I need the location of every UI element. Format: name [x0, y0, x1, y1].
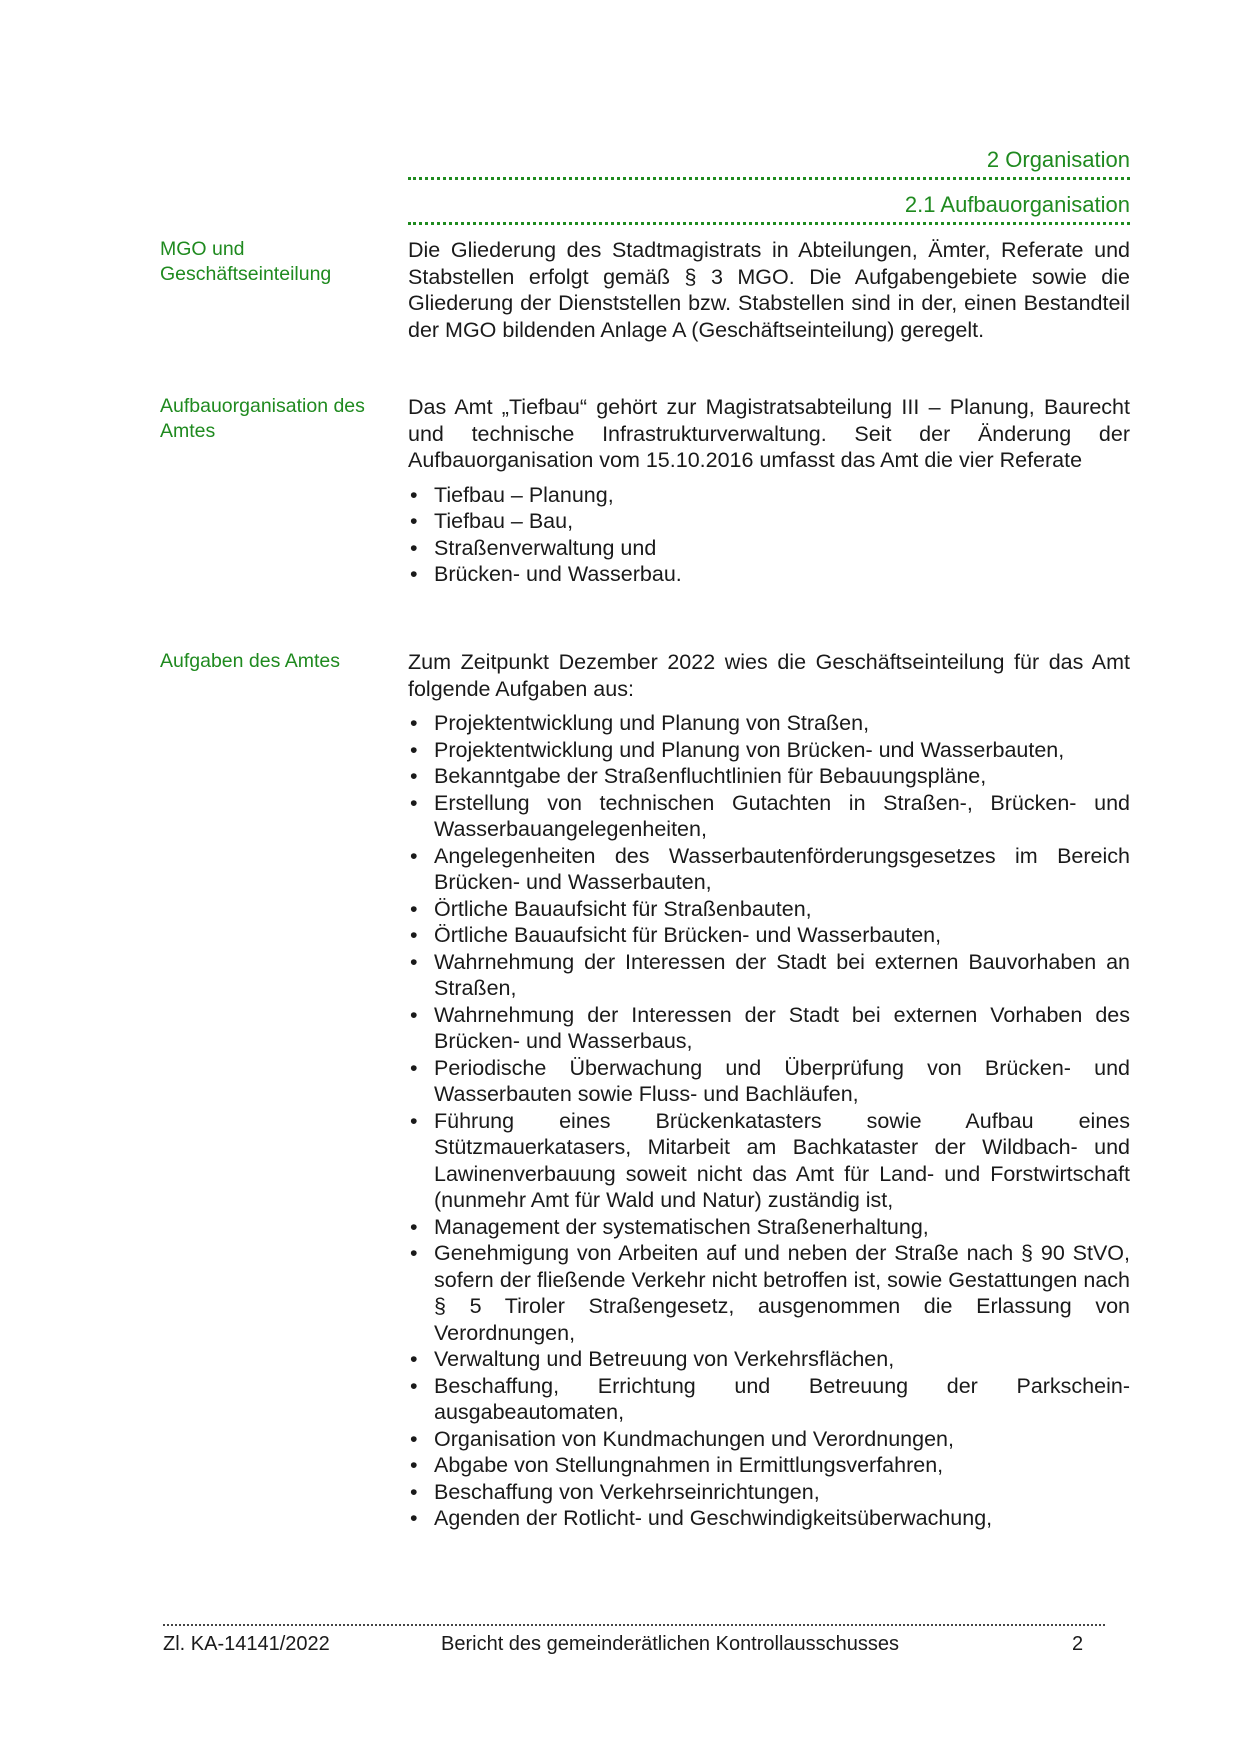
sidebar-label-mgo — [160, 237, 392, 287]
list-item-text: Wahrnehmung der Interessen der Stadt bei externen Vorhaben des Brücken- und Wasserbaus, — [434, 1002, 1130, 1053]
section-heading: 2.1 Aufbauorganisation — [904, 192, 1130, 217]
aufgaben-list — [408, 710, 1130, 1532]
bullet-icon: • — [410, 923, 418, 947]
list-item — [408, 535, 1130, 562]
list-item — [408, 1108, 1130, 1214]
footer-page-number: 2 — [1072, 1633, 1084, 1655]
footer-title: Bericht des gemeinderätlichen Kontrollausschusses — [441, 1633, 900, 1655]
list-item — [408, 1505, 1130, 1532]
list-item — [408, 790, 1130, 843]
list-item-text: Tiefbau – Bau, — [434, 509, 574, 533]
paragraph: Zum Zeitpunkt Dezember 2022 wies die Geschäftseinteilung für das Amt folgende Aufgaben aus: — [408, 650, 1130, 701]
bullet-icon: • — [410, 562, 418, 586]
list-item — [408, 482, 1130, 509]
sidebar-label-aufgaben — [160, 649, 392, 674]
list-item — [408, 843, 1130, 896]
list-item-text: Abgabe von Stellungnahmen in Ermittlungsverfahren, — [434, 1453, 944, 1477]
bullet-icon: • — [410, 1241, 418, 1265]
bullet-icon: • — [410, 1055, 418, 1080]
list-item-text: Organisation von Kundmachungen und Verordnungen, — [434, 1426, 954, 1451]
list-item-text: Brücken- und Wasserbau. — [434, 562, 682, 586]
referate-list — [408, 482, 1130, 588]
list-item — [408, 1373, 1130, 1426]
list-item-text: Örtliche Bauaufsicht für Straßenbauten, — [434, 896, 812, 921]
bullet-icon: • — [410, 737, 418, 762]
bullet-icon: • — [410, 1373, 418, 1398]
bullet-icon: • — [410, 1214, 418, 1239]
list-item — [408, 1346, 1130, 1373]
chapter-heading: 2 Organisation — [986, 147, 1130, 172]
list-item — [408, 763, 1130, 790]
list-item-text: Verwaltung und Betreuung von Verkehrsflächen, — [434, 1347, 895, 1371]
list-item-text: Beschaffung von Verkehrseinrichtungen, — [434, 1479, 820, 1504]
sidebar-line: Aufgaben des Amtes — [160, 650, 340, 672]
list-item-text: Bekanntgabe der Straßenfluchtlinien für Bebauungspläne, — [434, 764, 987, 788]
sidebar-line: MGO und — [160, 238, 245, 260]
bullet-icon: • — [410, 764, 418, 788]
list-item-text: Beschaffung, Errichtung und Betreuung der Parkschein-ausgabeautomaten, — [434, 1373, 1130, 1424]
bullet-icon: • — [410, 711, 418, 735]
list-item — [408, 561, 1130, 588]
list-item-text: Projektentwicklung und Planung von Brücken- und Wasserbauten, — [434, 737, 1065, 762]
bullet-icon: • — [410, 1108, 418, 1133]
bullet-icon: • — [410, 1506, 418, 1530]
list-item-text: Agenden der Rotlicht- und Geschwindigkeitsüberwachung, — [434, 1506, 993, 1530]
section-aufbau-body — [408, 394, 1130, 588]
list-item-text: Tiefbau – Planung, — [434, 482, 614, 507]
list-item-text: Projektentwicklung und Planung von Straßen, — [434, 711, 870, 735]
list-item — [408, 1055, 1130, 1108]
sidebar-line: Amtes — [160, 420, 216, 442]
bullet-icon: • — [410, 790, 418, 815]
section-rule — [408, 222, 1130, 225]
bullet-icon: • — [410, 896, 418, 921]
bullet-icon: • — [410, 509, 418, 533]
section-mgo-body — [408, 237, 1130, 343]
bullet-icon: • — [410, 843, 418, 868]
chapter-rule — [408, 177, 1130, 180]
list-item — [408, 949, 1130, 1002]
list-item — [408, 1479, 1130, 1506]
list-item-text: Wahrnehmung der Interessen der Stadt bei externen Bauvorhaben an Straßen, — [434, 949, 1130, 1000]
list-item-text: Management der systematischen Straßenerhaltung, — [434, 1214, 929, 1239]
bullet-icon: • — [410, 1347, 418, 1371]
paragraph: Das Amt „Tiefbau“ gehört zur Magistratsabteilung III – Planung, Baurecht und technische Infrastrukturverwaltung. Seit der Änderung der Aufbauorganisation vom 15.10.2016 umfasst das Amt die vier Referate — [408, 395, 1130, 472]
list-item-text: Örtliche Bauaufsicht für Brücken- und Wasserbauten, — [434, 923, 942, 947]
list-item — [408, 1426, 1130, 1453]
bullet-icon: • — [410, 535, 418, 560]
footer-ref: Zl. KA-14141/2022 — [163, 1633, 330, 1655]
list-item — [408, 1002, 1130, 1055]
bullet-icon: • — [410, 482, 418, 507]
list-item — [408, 737, 1130, 764]
list-item-text: Straßenverwaltung und — [434, 535, 657, 560]
list-item — [408, 896, 1130, 923]
section-aufgaben-body — [408, 649, 1130, 1532]
list-item — [408, 1240, 1130, 1346]
sidebar-line: Geschäftseinteilung — [160, 263, 332, 285]
list-item — [408, 508, 1130, 535]
list-item-text: Genehmigung von Arbeiten auf und neben der Straße nach § 90 StVO, sofern der fließende Verkehr nicht betroffen ist, sowie Gestattungen nach § 5 Tiroler Straßengesetz, ausgenommen die Erlassung von Verordnungen, — [434, 1241, 1130, 1345]
list-item — [408, 922, 1130, 949]
list-item — [408, 1214, 1130, 1241]
list-item — [408, 1452, 1130, 1479]
list-item-text: Führung eines Brückenkatasters sowie Aufbau eines Stützmauerkatasers, Mitarbeit am Bachkataster der Wildbach- und Lawinenverbauung soweit nicht das Amt für Land- und Forstwirtschaft (nunmehr Amt für Wald und Natur) zuständig ist, — [434, 1108, 1130, 1212]
list-item-text: Periodische Überwachung und Überprüfung von Brücken- und Wasserbauten sowie Fluss- und Bachläufen, — [434, 1055, 1130, 1106]
bullet-icon: • — [410, 1479, 418, 1504]
sidebar-label-aufbauorganisation — [160, 394, 392, 444]
list-item — [408, 710, 1130, 737]
list-item-text: Erstellung von technischen Gutachten in Straßen-, Brücken- und Wasserbauangelegenheiten, — [434, 790, 1130, 841]
list-item-text: Angelegenheiten des Wasserbautenförderungsgesetzes im Bereich Brücken- und Wasserbauten, — [434, 843, 1130, 894]
bullet-icon: • — [410, 1002, 418, 1027]
paragraph: Die Gliederung des Stadtmagistrats in Abteilungen, Ämter, Referate und Stabstellen erfolgt gemäß § 3 MGO. Die Aufgabengebiete sowie die Gliederung der Dienststellen bzw. Stabstellen sind in der, einen Bestandteil der MGO bildenden Anlage A (Geschäftseinteilung) geregelt. — [408, 238, 1130, 342]
sidebar-line: Aufbauorganisation des — [160, 395, 365, 417]
bullet-icon: • — [410, 1426, 418, 1451]
footer-rule — [163, 1624, 1105, 1626]
bullet-icon: • — [410, 1453, 418, 1477]
bullet-icon: • — [410, 949, 418, 974]
